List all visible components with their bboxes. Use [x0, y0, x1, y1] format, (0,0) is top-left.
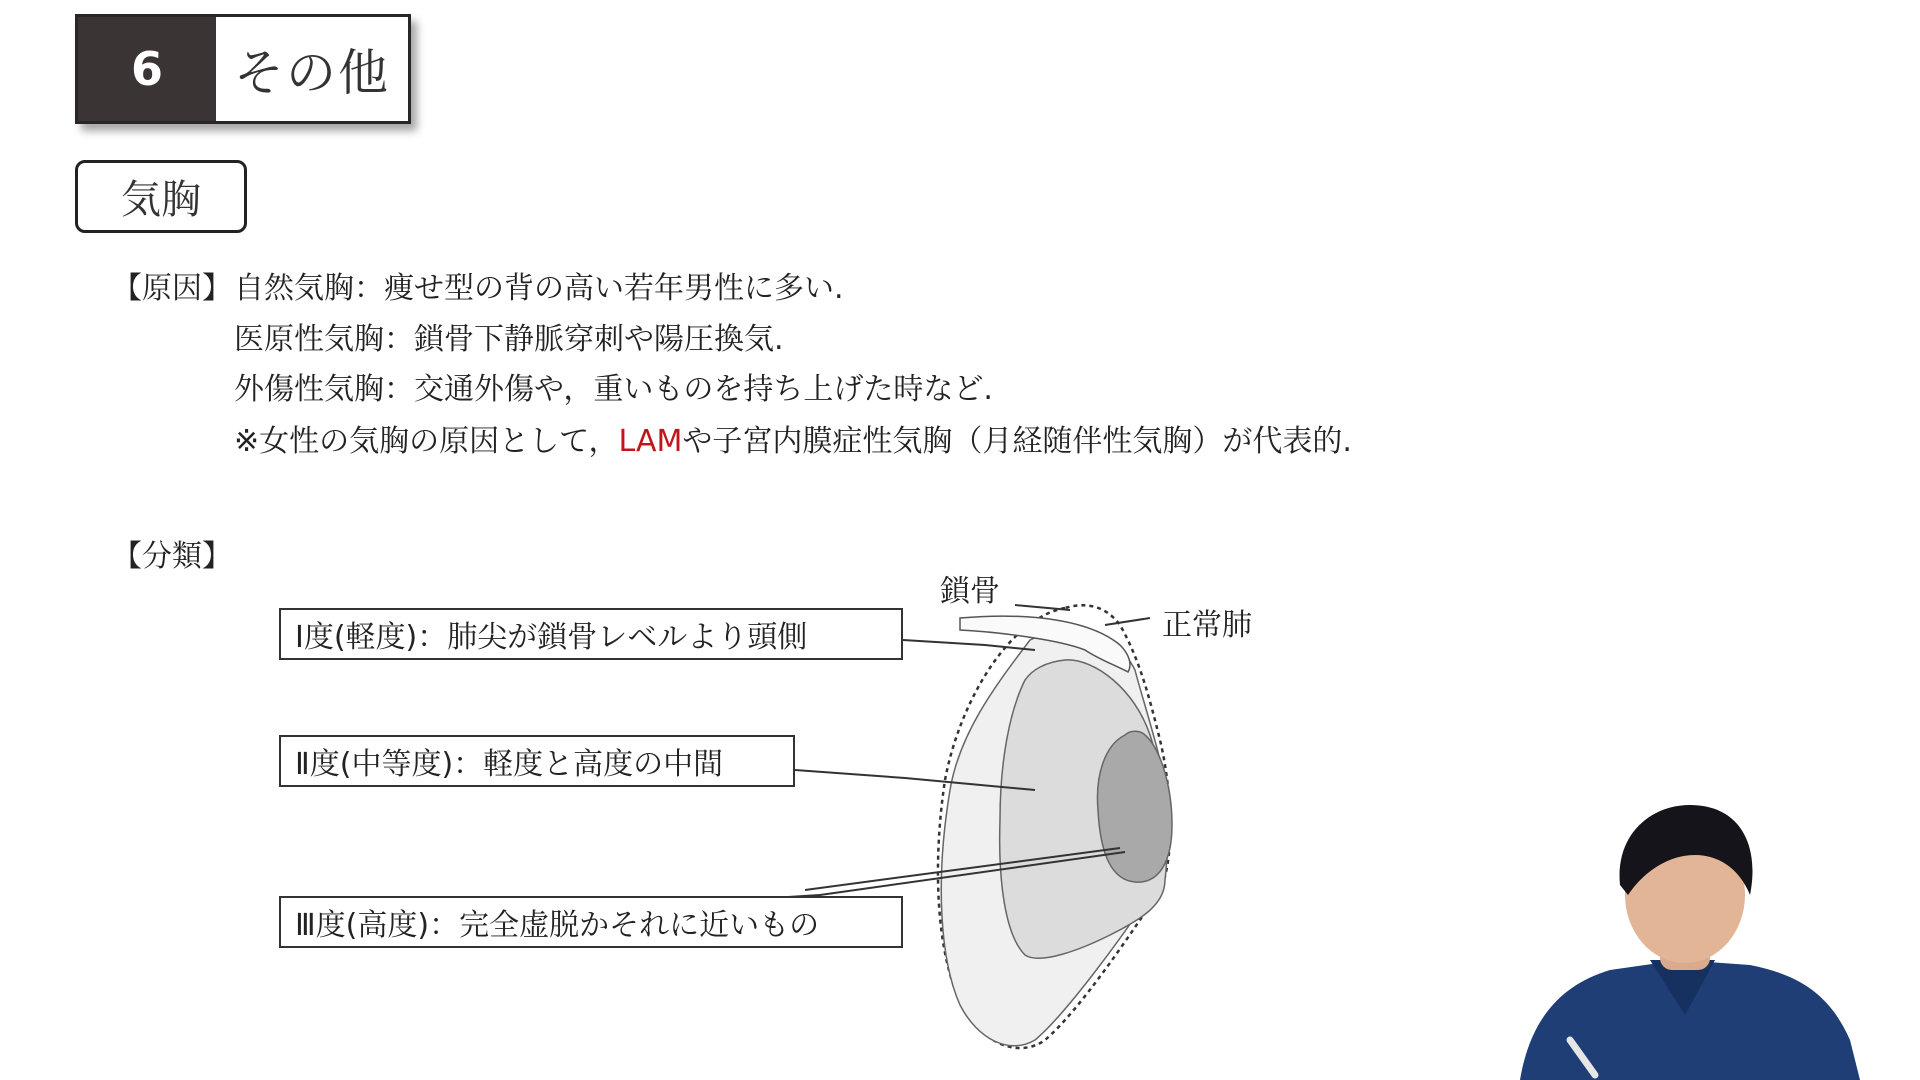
section-title: その他 [234, 44, 390, 102]
cause-note-suffix: や子宮内膜症性気胸（月経随伴性気胸）が代表的. [682, 424, 1352, 459]
classification-heading: 【分類】 [112, 539, 232, 574]
causes-heading: 【原因】 [112, 271, 232, 306]
cause-traumatic: 外傷性気胸：交通外傷や，重いものを持ち上げた時など. [234, 372, 993, 407]
topic-label: 気胸 [75, 160, 247, 233]
cause-note-prefix: ※女性の気胸の原因として， [234, 424, 619, 459]
cause-spontaneous: 自然気胸：痩せ型の背の高い若年男性に多い. [234, 271, 844, 306]
clavicle-label: 鎖骨 [940, 574, 1000, 609]
grade3-box: Ⅲ度(高度)：完全虚脱かそれに近いもの [279, 896, 903, 948]
grade1-box: Ⅰ度(軽度)：肺尖が鎖骨レベルより頭側 [279, 608, 903, 660]
normal-lung-label: 正常肺 [1162, 608, 1252, 643]
lung-grade3-region [1097, 731, 1172, 882]
section-number: 6 [78, 17, 216, 121]
cause-note-highlight: LAM [618, 424, 683, 459]
normal-lung-leader [1105, 618, 1150, 625]
cause-iatrogenic: 医原性気胸：鎖骨下静脈穿刺や陽圧換気. [234, 322, 784, 357]
presenter-video [1500, 800, 1920, 1080]
grade2-box: Ⅱ度(中等度)：軽度と高度の中間 [279, 735, 795, 787]
grade1-leader [903, 640, 1035, 650]
